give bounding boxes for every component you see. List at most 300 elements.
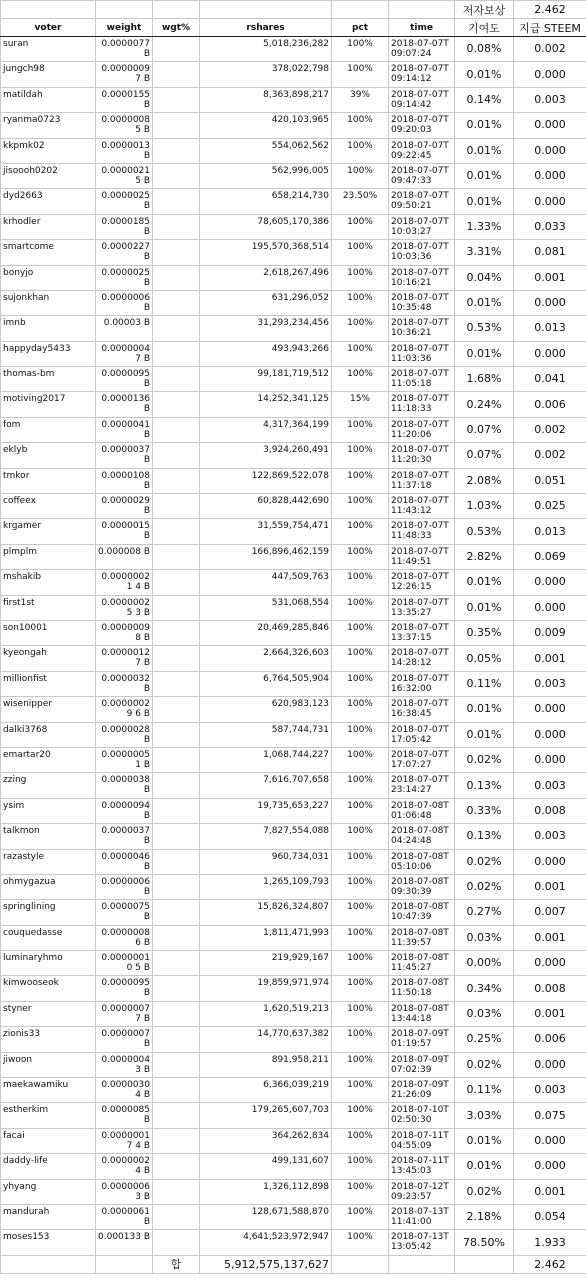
cell-rshares[interactable]: 19,859,971,974 xyxy=(200,976,332,1001)
cell-contribution[interactable]: 0.02% xyxy=(455,1052,514,1077)
cell-rshares[interactable]: 31,559,754,471 xyxy=(200,519,332,544)
cell-pct[interactable]: 100% xyxy=(332,620,389,645)
cell-contribution[interactable]: 0.01% xyxy=(455,163,514,188)
cell-payout-steem[interactable]: 0.041 xyxy=(514,367,586,392)
cell-time[interactable]: 2018-07-08T10:47:39 xyxy=(389,900,455,925)
cell-weight[interactable]: 0.0000185 B xyxy=(96,214,153,239)
header-weight[interactable]: weight xyxy=(96,19,153,37)
cell-time[interactable]: 2018-07-07T09:20:03 xyxy=(389,113,455,138)
cell-rshares[interactable]: 31,293,234,456 xyxy=(200,316,332,341)
cell-pct[interactable]: 100% xyxy=(332,240,389,265)
cell-payout-steem[interactable]: 0.081 xyxy=(514,240,586,265)
cell-time[interactable]: 2018-07-13T13:05:42 xyxy=(389,1230,455,1255)
sum-rshares[interactable]: 5,912,575,137,627 xyxy=(200,1255,332,1273)
cell-contribution[interactable]: 0.53% xyxy=(455,316,514,341)
cell-time[interactable]: 2018-07-12T09:23:57 xyxy=(389,1179,455,1204)
cell-contribution[interactable]: 0.01% xyxy=(455,290,514,315)
cell-time[interactable]: 2018-07-07T11:48:33 xyxy=(389,519,455,544)
cell-voter[interactable]: suran xyxy=(1,37,96,62)
cell-pct[interactable]: 100% xyxy=(332,595,389,620)
cell-weight[interactable]: 0.00000086 B xyxy=(96,925,153,950)
cell-time[interactable]: 2018-07-07T16:38:45 xyxy=(389,697,455,722)
cell-rshares[interactable]: 620,983,123 xyxy=(200,697,332,722)
cell-payout-steem[interactable]: 0.025 xyxy=(514,494,586,519)
cell-pct[interactable]: 100% xyxy=(332,951,389,976)
cell-time[interactable]: 2018-07-07T17:05:42 xyxy=(389,722,455,747)
cell-contribution[interactable]: 0.27% xyxy=(455,900,514,925)
cell-pct[interactable]: 100% xyxy=(332,163,389,188)
cell-time[interactable]: 2018-07-07T11:03:36 xyxy=(389,341,455,366)
cell-pct[interactable]: 100% xyxy=(332,874,389,899)
cell-weight[interactable]: 0.0000029 B xyxy=(96,494,153,519)
empty-cell[interactable] xyxy=(153,1,200,19)
cell-weight[interactable]: 0.000133 B xyxy=(96,1230,153,1255)
cell-payout-steem[interactable]: 0.001 xyxy=(514,265,586,290)
cell-weight[interactable]: 0.0000025 B xyxy=(96,189,153,214)
cell-voter[interactable]: eklyb xyxy=(1,443,96,468)
header-time[interactable]: time xyxy=(389,19,455,37)
cell-pct[interactable]: 100% xyxy=(332,468,389,493)
cell-wgt-pct[interactable] xyxy=(153,189,200,214)
cell-payout-steem[interactable]: 0.003 xyxy=(514,824,586,849)
cell-time[interactable]: 2018-07-07T11:05:18 xyxy=(389,367,455,392)
cell-contribution[interactable]: 1.68% xyxy=(455,367,514,392)
cell-contribution[interactable]: 1.03% xyxy=(455,494,514,519)
cell-rshares[interactable]: 99,181,719,512 xyxy=(200,367,332,392)
cell-payout-steem[interactable]: 0.003 xyxy=(514,671,586,696)
cell-weight[interactable]: 0.00000077 B xyxy=(96,1001,153,1026)
cell-wgt-pct[interactable] xyxy=(153,341,200,366)
cell-wgt-pct[interactable] xyxy=(153,874,200,899)
cell-contribution[interactable]: 0.13% xyxy=(455,824,514,849)
cell-wgt-pct[interactable] xyxy=(153,773,200,798)
cell-contribution[interactable]: 0.05% xyxy=(455,646,514,671)
cell-weight[interactable]: 0.0000094 B xyxy=(96,798,153,823)
cell-weight[interactable]: 0.0000095 B xyxy=(96,367,153,392)
empty-cell[interactable] xyxy=(332,1,389,19)
cell-time[interactable]: 2018-07-09T01:19:57 xyxy=(389,1027,455,1052)
cell-wgt-pct[interactable] xyxy=(153,976,200,1001)
cell-wgt-pct[interactable] xyxy=(153,1103,200,1128)
cell-voter[interactable]: ohmygazua xyxy=(1,874,96,899)
cell-pct[interactable]: 100% xyxy=(332,494,389,519)
cell-weight[interactable]: 0.00000051 B xyxy=(96,747,153,772)
cell-pct[interactable]: 100% xyxy=(332,1128,389,1153)
cell-weight[interactable]: 0.0000136 B xyxy=(96,392,153,417)
cell-pct[interactable]: 100% xyxy=(332,544,389,569)
cell-pct[interactable]: 100% xyxy=(332,1078,389,1103)
cell-pct[interactable]: 100% xyxy=(332,849,389,874)
cell-time[interactable]: 2018-07-09T07:02:39 xyxy=(389,1052,455,1077)
cell-voter[interactable]: matildah xyxy=(1,87,96,112)
cell-weight[interactable]: 0.000008 B xyxy=(96,544,153,569)
cell-voter[interactable]: estherkim xyxy=(1,1103,96,1128)
empty-cell[interactable] xyxy=(96,1,153,19)
cell-voter[interactable]: daddy-life xyxy=(1,1154,96,1179)
empty-cell[interactable] xyxy=(389,1255,455,1273)
cell-contribution[interactable]: 0.02% xyxy=(455,874,514,899)
cell-pct[interactable]: 100% xyxy=(332,290,389,315)
cell-payout-steem[interactable]: 0.000 xyxy=(514,290,586,315)
cell-payout-steem[interactable]: 0.001 xyxy=(514,1001,586,1026)
cell-contribution[interactable]: 0.01% xyxy=(455,697,514,722)
cell-pct[interactable]: 100% xyxy=(332,1230,389,1255)
cell-voter[interactable]: springlining xyxy=(1,900,96,925)
cell-rshares[interactable]: 195,570,368,514 xyxy=(200,240,332,265)
cell-rshares[interactable]: 493,943,266 xyxy=(200,341,332,366)
cell-rshares[interactable]: 447,509,763 xyxy=(200,570,332,595)
cell-wgt-pct[interactable] xyxy=(153,824,200,849)
cell-rshares[interactable]: 1,265,109,793 xyxy=(200,874,332,899)
cell-weight[interactable]: 0.00000024 B xyxy=(96,1154,153,1179)
cell-voter[interactable]: moses153 xyxy=(1,1230,96,1255)
cell-pct[interactable]: 100% xyxy=(332,570,389,595)
cell-wgt-pct[interactable] xyxy=(153,417,200,442)
cell-rshares[interactable]: 364,262,834 xyxy=(200,1128,332,1153)
cell-weight[interactable]: 0.00000063 B xyxy=(96,1179,153,1204)
cell-rshares[interactable]: 6,764,505,904 xyxy=(200,671,332,696)
empty-cell[interactable] xyxy=(1,1,96,19)
cell-time[interactable]: 2018-07-11T04:55:09 xyxy=(389,1128,455,1153)
cell-weight[interactable]: 0.00000127 B xyxy=(96,646,153,671)
cell-rshares[interactable]: 7,827,554,088 xyxy=(200,824,332,849)
cell-contribution[interactable]: 0.03% xyxy=(455,1001,514,1026)
cell-rshares[interactable]: 60,828,442,690 xyxy=(200,494,332,519)
cell-pct[interactable]: 100% xyxy=(332,265,389,290)
cell-rshares[interactable]: 531,068,554 xyxy=(200,595,332,620)
cell-contribution[interactable]: 0.02% xyxy=(455,1179,514,1204)
cell-contribution[interactable]: 0.24% xyxy=(455,392,514,417)
cell-payout-steem[interactable]: 0.001 xyxy=(514,925,586,950)
cell-time[interactable]: 2018-07-09T21:26:09 xyxy=(389,1078,455,1103)
header-rshares[interactable]: rshares xyxy=(200,19,332,37)
cell-weight[interactable]: 0.0000046 B xyxy=(96,849,153,874)
cell-pct[interactable]: 100% xyxy=(332,798,389,823)
cell-contribution[interactable]: 0.01% xyxy=(455,595,514,620)
cell-payout-steem[interactable]: 0.000 xyxy=(514,747,586,772)
cell-rshares[interactable]: 15,826,324,807 xyxy=(200,900,332,925)
cell-voter[interactable]: facai xyxy=(1,1128,96,1153)
cell-payout-steem[interactable]: 0.009 xyxy=(514,620,586,645)
cell-voter[interactable]: jungch98 xyxy=(1,62,96,87)
cell-contribution[interactable]: 3.03% xyxy=(455,1103,514,1128)
cell-wgt-pct[interactable] xyxy=(153,138,200,163)
cell-payout-steem[interactable]: 0.033 xyxy=(514,214,586,239)
cell-contribution[interactable]: 0.33% xyxy=(455,798,514,823)
cell-wgt-pct[interactable] xyxy=(153,671,200,696)
cell-time[interactable]: 2018-07-07T10:03:36 xyxy=(389,240,455,265)
cell-weight[interactable]: 0.0000085 B xyxy=(96,1103,153,1128)
cell-voter[interactable]: luminaryhmo xyxy=(1,951,96,976)
cell-pct[interactable]: 100% xyxy=(332,1204,389,1229)
cell-pct[interactable]: 15% xyxy=(332,392,389,417)
header-voter[interactable]: voter xyxy=(1,19,96,37)
cell-voter[interactable]: ysim xyxy=(1,798,96,823)
cell-voter[interactable]: dalki3768 xyxy=(1,722,96,747)
cell-payout-steem[interactable]: 0.001 xyxy=(514,1179,586,1204)
cell-payout-steem[interactable]: 0.075 xyxy=(514,1103,586,1128)
cell-payout-steem[interactable]: 0.051 xyxy=(514,468,586,493)
cell-pct[interactable]: 100% xyxy=(332,1154,389,1179)
cell-contribution[interactable]: 0.01% xyxy=(455,189,514,214)
cell-voter[interactable]: fom xyxy=(1,417,96,442)
cell-pct[interactable]: 100% xyxy=(332,1103,389,1128)
cell-time[interactable]: 2018-07-08T13:44:18 xyxy=(389,1001,455,1026)
cell-time[interactable]: 2018-07-07T11:49:51 xyxy=(389,544,455,569)
cell-time[interactable]: 2018-07-07T09:22:45 xyxy=(389,138,455,163)
cell-wgt-pct[interactable] xyxy=(153,925,200,950)
cell-time[interactable]: 2018-07-08T05:10:06 xyxy=(389,849,455,874)
cell-payout-steem[interactable]: 0.000 xyxy=(514,1154,586,1179)
cell-rshares[interactable]: 4,317,364,199 xyxy=(200,417,332,442)
cell-rshares[interactable]: 1,620,519,213 xyxy=(200,1001,332,1026)
cell-pct[interactable]: 100% xyxy=(332,214,389,239)
cell-contribution[interactable]: 0.08% xyxy=(455,37,514,62)
author-reward-label[interactable]: 저자보상 xyxy=(455,1,514,19)
cell-contribution[interactable]: 0.11% xyxy=(455,1078,514,1103)
cell-wgt-pct[interactable] xyxy=(153,519,200,544)
empty-cell[interactable] xyxy=(389,1,455,19)
cell-weight[interactable]: 0.0000155 B xyxy=(96,87,153,112)
cell-payout-steem[interactable]: 0.000 xyxy=(514,722,586,747)
cell-weight[interactable]: 0.0000108 B xyxy=(96,468,153,493)
cell-voter[interactable]: kimwooseok xyxy=(1,976,96,1001)
cell-time[interactable]: 2018-07-08T01:06:48 xyxy=(389,798,455,823)
cell-pct[interactable]: 100% xyxy=(332,747,389,772)
cell-voter[interactable]: smartcome xyxy=(1,240,96,265)
cell-wgt-pct[interactable] xyxy=(153,722,200,747)
empty-cell[interactable] xyxy=(332,1255,389,1273)
cell-payout-steem[interactable]: 0.003 xyxy=(514,773,586,798)
cell-voter[interactable]: sujonkhan xyxy=(1,290,96,315)
cell-weight[interactable]: 0.00000010 5 B xyxy=(96,951,153,976)
cell-contribution[interactable]: 0.11% xyxy=(455,671,514,696)
cell-contribution[interactable]: 0.01% xyxy=(455,138,514,163)
cell-rshares[interactable]: 554,062,562 xyxy=(200,138,332,163)
cell-voter[interactable]: mandurah xyxy=(1,1204,96,1229)
cell-voter[interactable]: kkpmk02 xyxy=(1,138,96,163)
header-wgt-pct[interactable]: wgt% xyxy=(153,19,200,37)
cell-weight[interactable]: 0.0000037 B xyxy=(96,824,153,849)
cell-rshares[interactable]: 1,068,744,227 xyxy=(200,747,332,772)
cell-voter[interactable]: razastyle xyxy=(1,849,96,874)
cell-wgt-pct[interactable] xyxy=(153,849,200,874)
cell-payout-steem[interactable]: 0.000 xyxy=(514,951,586,976)
cell-contribution[interactable]: 3.31% xyxy=(455,240,514,265)
cell-wgt-pct[interactable] xyxy=(153,265,200,290)
cell-voter[interactable]: zzing xyxy=(1,773,96,798)
cell-wgt-pct[interactable] xyxy=(153,1154,200,1179)
empty-cell[interactable] xyxy=(96,1255,153,1273)
cell-pct[interactable]: 100% xyxy=(332,1179,389,1204)
cell-rshares[interactable]: 122,869,522,078 xyxy=(200,468,332,493)
cell-wgt-pct[interactable] xyxy=(153,163,200,188)
cell-weight[interactable]: 0.00000021 4 B xyxy=(96,570,153,595)
sum-label[interactable]: 합 xyxy=(153,1255,200,1273)
cell-rshares[interactable]: 8,363,898,217 xyxy=(200,87,332,112)
cell-rshares[interactable]: 587,744,731 xyxy=(200,722,332,747)
cell-wgt-pct[interactable] xyxy=(153,113,200,138)
cell-pct[interactable]: 100% xyxy=(332,443,389,468)
cell-wgt-pct[interactable] xyxy=(153,544,200,569)
cell-weight[interactable]: 0.00000097 B xyxy=(96,62,153,87)
cell-wgt-pct[interactable] xyxy=(153,646,200,671)
cell-voter[interactable]: thomas-bm xyxy=(1,367,96,392)
cell-pct[interactable]: 100% xyxy=(332,62,389,87)
cell-rshares[interactable]: 14,770,637,382 xyxy=(200,1027,332,1052)
cell-contribution[interactable]: 0.01% xyxy=(455,570,514,595)
cell-wgt-pct[interactable] xyxy=(153,1078,200,1103)
cell-rshares[interactable]: 658,214,730 xyxy=(200,189,332,214)
cell-time[interactable]: 2018-07-08T11:50:18 xyxy=(389,976,455,1001)
cell-pct[interactable]: 100% xyxy=(332,773,389,798)
cell-wgt-pct[interactable] xyxy=(153,1230,200,1255)
cell-time[interactable]: 2018-07-07T11:20:06 xyxy=(389,417,455,442)
cell-pct[interactable]: 100% xyxy=(332,367,389,392)
cell-payout-steem[interactable]: 0.003 xyxy=(514,1078,586,1103)
cell-time[interactable]: 2018-07-07T10:16:21 xyxy=(389,265,455,290)
cell-wgt-pct[interactable] xyxy=(153,392,200,417)
cell-rshares[interactable]: 6,366,039,219 xyxy=(200,1078,332,1103)
cell-time[interactable]: 2018-07-11T13:45:03 xyxy=(389,1154,455,1179)
cell-time[interactable]: 2018-07-08T11:39:57 xyxy=(389,925,455,950)
cell-pct[interactable]: 23.50% xyxy=(332,189,389,214)
cell-contribution[interactable]: 0.01% xyxy=(455,113,514,138)
cell-payout-steem[interactable]: 0.001 xyxy=(514,646,586,671)
cell-payout-steem[interactable]: 0.000 xyxy=(514,341,586,366)
cell-pct[interactable]: 100% xyxy=(332,646,389,671)
cell-wgt-pct[interactable] xyxy=(153,747,200,772)
cell-rshares[interactable]: 78,605,170,386 xyxy=(200,214,332,239)
cell-voter[interactable]: kyeongah xyxy=(1,646,96,671)
cell-contribution[interactable]: 0.13% xyxy=(455,773,514,798)
cell-contribution[interactable]: 0.01% xyxy=(455,341,514,366)
cell-rshares[interactable]: 2,664,326,603 xyxy=(200,646,332,671)
cell-weight[interactable]: 0.00000098 B xyxy=(96,620,153,645)
cell-voter[interactable]: happyday5433 xyxy=(1,341,96,366)
cell-voter[interactable]: mshakib xyxy=(1,570,96,595)
cell-pct[interactable]: 100% xyxy=(332,900,389,925)
cell-rshares[interactable]: 20,469,285,846 xyxy=(200,620,332,645)
cell-wgt-pct[interactable] xyxy=(153,595,200,620)
cell-wgt-pct[interactable] xyxy=(153,697,200,722)
cell-pct[interactable]: 100% xyxy=(332,722,389,747)
cell-rshares[interactable]: 19,735,653,227 xyxy=(200,798,332,823)
cell-contribution[interactable]: 0.01% xyxy=(455,1154,514,1179)
cell-voter[interactable]: dyd2663 xyxy=(1,189,96,214)
cell-weight[interactable]: 0.0000037 B xyxy=(96,443,153,468)
cell-payout-steem[interactable]: 0.000 xyxy=(514,595,586,620)
cell-rshares[interactable]: 1,811,471,993 xyxy=(200,925,332,950)
cell-weight[interactable]: 0.00000017 4 B xyxy=(96,1128,153,1153)
cell-wgt-pct[interactable] xyxy=(153,494,200,519)
empty-cell[interactable] xyxy=(1,1255,96,1273)
cell-rshares[interactable]: 5,018,236,282 xyxy=(200,37,332,62)
cell-pct[interactable]: 100% xyxy=(332,925,389,950)
cell-wgt-pct[interactable] xyxy=(153,214,200,239)
cell-weight[interactable]: 0.0000013 B xyxy=(96,138,153,163)
cell-contribution[interactable]: 0.14% xyxy=(455,87,514,112)
cell-time[interactable]: 2018-07-07T11:20:30 xyxy=(389,443,455,468)
cell-pct[interactable]: 100% xyxy=(332,417,389,442)
cell-time[interactable]: 2018-07-07T10:03:27 xyxy=(389,214,455,239)
cell-pct[interactable]: 100% xyxy=(332,697,389,722)
cell-contribution[interactable]: 2.82% xyxy=(455,544,514,569)
cell-weight[interactable]: 0.0000007 B xyxy=(96,1027,153,1052)
cell-rshares[interactable]: 499,131,607 xyxy=(200,1154,332,1179)
cell-payout-steem[interactable]: 0.000 xyxy=(514,189,586,214)
cell-time[interactable]: 2018-07-07T09:47:33 xyxy=(389,163,455,188)
cell-payout-steem[interactable]: 0.013 xyxy=(514,316,586,341)
cell-voter[interactable]: maekawamiku xyxy=(1,1078,96,1103)
cell-wgt-pct[interactable] xyxy=(153,240,200,265)
cell-voter[interactable]: krgamer xyxy=(1,519,96,544)
cell-pct[interactable]: 100% xyxy=(332,1001,389,1026)
cell-weight[interactable]: 0.0000015 B xyxy=(96,519,153,544)
cell-time[interactable]: 2018-07-07T09:07:24 xyxy=(389,37,455,62)
cell-time[interactable]: 2018-07-07T10:35:48 xyxy=(389,290,455,315)
cell-payout-steem[interactable]: 0.000 xyxy=(514,113,586,138)
cell-wgt-pct[interactable] xyxy=(153,570,200,595)
cell-time[interactable]: 2018-07-07T23:14:27 xyxy=(389,773,455,798)
cell-weight[interactable]: 0.0000006 B xyxy=(96,874,153,899)
cell-pct[interactable]: 100% xyxy=(332,824,389,849)
cell-payout-steem[interactable]: 0.069 xyxy=(514,544,586,569)
cell-time[interactable]: 2018-07-07T11:37:18 xyxy=(389,468,455,493)
cell-rshares[interactable]: 378,022,798 xyxy=(200,62,332,87)
cell-contribution[interactable]: 0.00% xyxy=(455,951,514,976)
cell-payout-steem[interactable]: 0.001 xyxy=(514,874,586,899)
cell-rshares[interactable]: 219,929,167 xyxy=(200,951,332,976)
cell-rshares[interactable]: 1,326,112,898 xyxy=(200,1179,332,1204)
cell-weight[interactable]: 0.00000085 B xyxy=(96,113,153,138)
cell-payout-steem[interactable]: 0.008 xyxy=(514,976,586,1001)
cell-time[interactable]: 2018-07-10T02:50:30 xyxy=(389,1103,455,1128)
cell-voter[interactable]: coffeex xyxy=(1,494,96,519)
cell-contribution[interactable]: 78.50% xyxy=(455,1230,514,1255)
cell-payout-steem[interactable]: 0.002 xyxy=(514,417,586,442)
cell-time[interactable]: 2018-07-07T12:26:15 xyxy=(389,570,455,595)
cell-rshares[interactable]: 128,671,588,870 xyxy=(200,1204,332,1229)
cell-payout-steem[interactable]: 0.006 xyxy=(514,1027,586,1052)
cell-contribution[interactable]: 2.08% xyxy=(455,468,514,493)
cell-weight[interactable]: 0.00000043 B xyxy=(96,1052,153,1077)
cell-contribution[interactable]: 0.02% xyxy=(455,849,514,874)
cell-weight[interactable]: 0.0000006 B xyxy=(96,290,153,315)
cell-rshares[interactable]: 166,896,462,159 xyxy=(200,544,332,569)
cell-payout-steem[interactable]: 0.003 xyxy=(514,87,586,112)
cell-contribution[interactable]: 0.01% xyxy=(455,722,514,747)
cell-payout-steem[interactable]: 0.006 xyxy=(514,392,586,417)
cell-payout-steem[interactable]: 0.054 xyxy=(514,1204,586,1229)
cell-payout-steem[interactable]: 0.002 xyxy=(514,37,586,62)
cell-payout-steem[interactable]: 0.008 xyxy=(514,798,586,823)
cell-contribution[interactable]: 0.07% xyxy=(455,443,514,468)
cell-wgt-pct[interactable] xyxy=(153,798,200,823)
cell-wgt-pct[interactable] xyxy=(153,316,200,341)
cell-payout-steem[interactable]: 0.000 xyxy=(514,1128,586,1153)
cell-pct[interactable]: 100% xyxy=(332,138,389,163)
cell-weight[interactable]: 0.0000077 B xyxy=(96,37,153,62)
cell-weight[interactable]: 0.0000041 B xyxy=(96,417,153,442)
cell-payout-steem[interactable]: 0.013 xyxy=(514,519,586,544)
cell-contribution[interactable]: 0.04% xyxy=(455,265,514,290)
cell-voter[interactable]: son10001 xyxy=(1,620,96,645)
cell-voter[interactable]: krhodler xyxy=(1,214,96,239)
cell-weight[interactable]: 0.0000025 B xyxy=(96,265,153,290)
cell-voter[interactable]: imnb xyxy=(1,316,96,341)
cell-time[interactable]: 2018-07-07T10:36:21 xyxy=(389,316,455,341)
